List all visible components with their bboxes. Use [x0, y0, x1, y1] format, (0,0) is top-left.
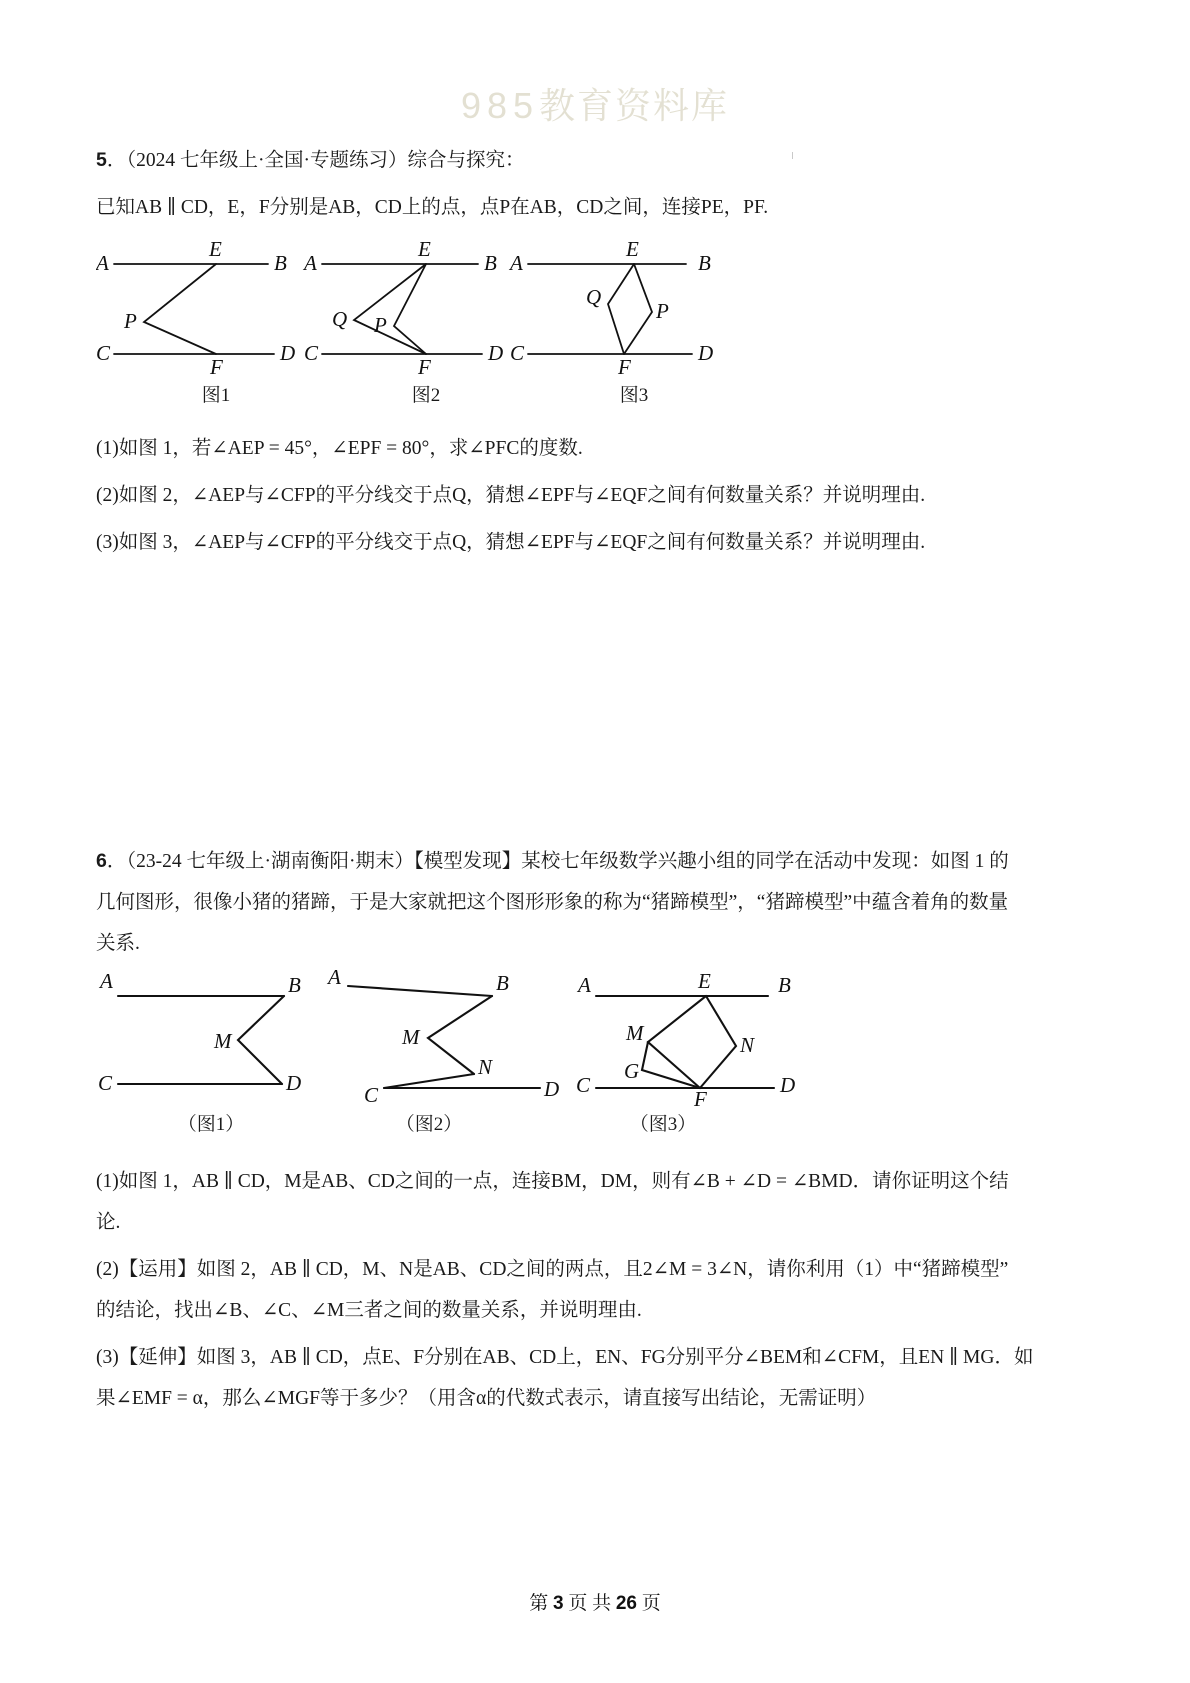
fig6-1-label-A: A: [100, 970, 113, 993]
problem5-number: 5: [96, 149, 107, 171]
problem5-fig1-caption: 图1: [201, 385, 231, 406]
fig2-label-D: D: [488, 341, 504, 365]
fig3-label-F: F: [618, 355, 631, 379]
fig1-path-EPF: [144, 264, 216, 354]
fig3-label-Q: Q: [586, 285, 602, 309]
fig2-label-B: B: [484, 251, 497, 275]
fig6-1-label-B: B: [288, 973, 301, 997]
problem6-question-1-line1: (1)如图 1，AB ∥ CD，M是AB、CD之间的一点，连接BM，DM，则有∠B + ∠D = ∠BMD．请你证明这个结: [96, 1171, 1009, 1192]
problem5-stem: 已知AB ∥ CD，E，F分别是AB，CD上的点，点P在AB，CD之间，连接PE，PF.: [96, 197, 769, 218]
fig1-label-C: C: [96, 341, 111, 365]
document-content: [96, 140, 1096, 1425]
fig3-label-C: C: [510, 341, 525, 365]
problem6-figure-row: [96, 970, 1096, 1115]
fig1-label-E: E: [209, 237, 222, 261]
footer-middle: 页 共: [568, 1593, 612, 1614]
fig2-label-E: E: [418, 237, 431, 261]
fig6-3-label-A: A: [578, 973, 591, 997]
problem5-question-2: (2)如图 2，∠AEP与∠CFP的平分线交于点Q，猜想∠EPF与∠EQF之间有何数量关系？并说明理由.: [96, 485, 926, 506]
problem5-question-1: (1)如图 1，若∠AEP = 45°，∠EPF = 80°，求∠PFC的度数.: [96, 438, 583, 459]
problem6-question-3-line1: (3)【延伸】如图 3，AB ∥ CD，点E、F分别在AB、CD上，EN、FG分别平分∠BEM和∠CFM，且EN ∥ MG．如: [96, 1347, 1034, 1368]
fig2-label-A: A: [304, 251, 317, 275]
page-footer: [0, 1588, 1190, 1615]
fig3-path-EPF: [624, 264, 652, 354]
section-spacer: [96, 569, 1096, 841]
watermark-digits: 985: [460, 85, 540, 126]
fig6-2-label-C: C: [364, 1083, 379, 1107]
fig3-path-EQF: [608, 264, 634, 354]
problem5-caption-row: [96, 384, 1096, 414]
watermark: [0, 78, 1190, 129]
fig1-label-D: D: [280, 341, 296, 365]
problem6-question-3-line2: 果∠EMF = α，那么∠MGF等于多少？（用含α的代数式表示，请直接写出结论，无需证明）: [96, 1388, 877, 1409]
fig6-1-label-D: D: [286, 1071, 302, 1095]
problem5-question-3: (3)如图 3，∠AEP与∠CFP的平分线交于点Q，猜想∠EPF与∠EQF之间有何数量关系？并说明理由.: [96, 532, 926, 553]
fig6-3-label-M: M: [626, 1021, 644, 1045]
fig2-label-Q: Q: [332, 307, 348, 331]
fig6-3-label-D: D: [780, 1073, 796, 1097]
footer-total-pages: 26: [615, 1593, 637, 1614]
fig3-label-B: B: [698, 251, 711, 275]
problem5-figures-svg: [96, 234, 1096, 384]
fig6-2-label-B: B: [496, 971, 509, 995]
fig3-label-A: A: [510, 251, 523, 275]
fig6-2-label-N: N: [478, 1055, 493, 1079]
fig6-2-label-M: M: [402, 1025, 420, 1049]
problem6-heading: [96, 841, 1096, 882]
problem5-heading: [96, 140, 1096, 181]
fig6-3-path-ENF: [700, 996, 736, 1088]
problem6-number: 6: [96, 850, 107, 872]
fig2-label-C: C: [304, 341, 319, 365]
fig2-label-F: F: [418, 355, 431, 379]
problem6-fig3-caption: （图3）: [629, 1114, 697, 1135]
fig6-3-label-B: B: [778, 973, 791, 997]
fig3-label-E: E: [626, 237, 639, 261]
problem6-caption-row: [96, 1115, 1096, 1145]
fig6-3-label-G: G: [624, 1059, 640, 1083]
problem6-question-1-line2: 论.: [96, 1212, 121, 1233]
problem6-stem-line2: 几何图形，很像小猪的猪蹄，于是大家就把这个图形形象的称为“猪蹄模型”，“猪蹄模型”中蕴含着角的数量: [96, 892, 1009, 913]
problem6-stem-line3: 关系.: [96, 933, 140, 954]
fig6-2-line-AB: [348, 986, 492, 996]
problem6-figures-svg: [96, 970, 1096, 1115]
fig6-2-label-D: D: [544, 1077, 560, 1101]
fig1-label-F: F: [210, 355, 223, 379]
footer-suffix: 页: [641, 1593, 661, 1614]
fig6-3-label-N: N: [740, 1033, 755, 1057]
fig1-label-P: P: [124, 309, 137, 333]
problem5-fig2-caption: 图2: [411, 385, 441, 406]
problem6-fig1-caption: （图1）: [177, 1114, 245, 1135]
fig1-label-A: A: [96, 251, 109, 275]
fig6-3-label-F: F: [694, 1087, 707, 1111]
problem6-fig2-caption: （图2）: [395, 1114, 463, 1135]
problem6-question-2-line1: (2)【运用】如图 2，AB ∥ CD，M、N是AB、CD之间的两点，且2∠M = 3∠N，请你利用（1）中“猪蹄模型”: [96, 1259, 1009, 1280]
footer-page-number: 3: [553, 1593, 564, 1614]
watermark-text: 教育资料库: [539, 86, 730, 126]
fig6-3-label-C: C: [576, 1073, 591, 1097]
problem5-source: ．（2024 七年级上·全国·专题练习）综合与探究：: [106, 150, 525, 171]
fig6-3-label-E: E: [698, 970, 711, 993]
problem5-figure-row: [96, 234, 1096, 384]
fig3-label-P: P: [656, 299, 669, 323]
fig6-1-label-C: C: [98, 1071, 113, 1095]
fig6-1-label-M: M: [214, 1029, 232, 1053]
problem6-question-2-line2: 的结论，找出∠B、∠C、∠M三者之间的数量关系，并说明理由.: [96, 1300, 642, 1321]
fig1-label-B: B: [274, 251, 287, 275]
fig3-label-D: D: [698, 341, 714, 365]
problem5-fig3-caption: 图3: [619, 385, 649, 406]
fig6-2-label-A: A: [328, 970, 341, 989]
fig6-2-line-NC: [384, 1074, 474, 1088]
problem6-source: ．（23-24 七年级上·湖南衡阳·期末）【模型发现】某校七年级数学兴趣小组的同学在活动中发现：如图 1 的: [106, 851, 1009, 872]
fig2-label-P: P: [374, 313, 387, 337]
fig2-path-EQF: [354, 264, 426, 354]
fig6-1-path-BMD: [238, 996, 284, 1084]
footer-prefix: 第: [529, 1593, 549, 1614]
